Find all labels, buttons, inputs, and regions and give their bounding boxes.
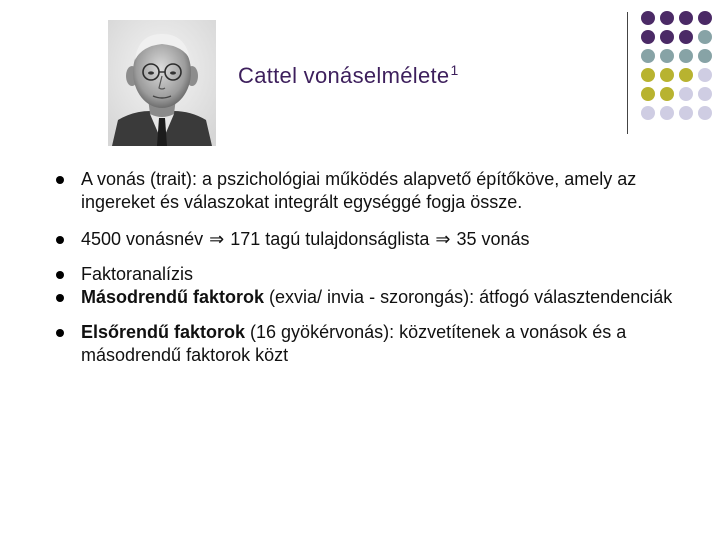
decorative-dot [698, 30, 712, 44]
decorative-dot [641, 11, 655, 25]
implies-arrow-icon: ⇒ [209, 229, 225, 249]
bullet-item [55, 286, 675, 309]
bullet-text: Faktoranalízis [81, 264, 194, 284]
decorative-dot [641, 30, 655, 44]
bullet-text-part: 171 tagú tulajdonságlista [230, 229, 430, 249]
decorative-dot [698, 106, 712, 120]
bullet-list [55, 168, 675, 367]
decorative-dot [660, 68, 674, 82]
vertical-divider [627, 12, 628, 134]
decorative-dot [679, 11, 693, 25]
decorative-dot [641, 106, 655, 120]
decorative-dot [660, 49, 674, 63]
decorative-dot [660, 30, 674, 44]
bullet-bold-term: Másodrendű faktorok [81, 287, 265, 307]
title-text: Cattel vonáselmélete [238, 63, 450, 88]
bullet-text-part: 35 vonás [456, 229, 530, 249]
bullet-item [55, 263, 675, 286]
title-footnote-mark: 1 [450, 62, 459, 78]
bullet-text: (exvia/ invia - szorongás): átfogó választendenciák [264, 287, 673, 307]
decorative-dot [660, 11, 674, 25]
decorative-dot [679, 49, 693, 63]
bullet-item [55, 228, 675, 251]
decorative-dot [698, 87, 712, 101]
bullet-item [55, 321, 675, 367]
decorative-dot [660, 106, 674, 120]
slide-title [238, 62, 459, 89]
portrait-photo [108, 20, 216, 146]
decorative-dot [679, 30, 693, 44]
implies-arrow-icon: ⇒ [435, 229, 451, 249]
decorative-dot [641, 87, 655, 101]
decorative-dot [660, 87, 674, 101]
decorative-dot [679, 87, 693, 101]
bullet-text: (16 gyökérvonás): közvetítenek a vonások és a másodrendű faktorok közt [81, 322, 627, 365]
decorative-dot [679, 106, 693, 120]
decorative-dot [698, 11, 712, 25]
bullet-item [55, 168, 675, 214]
decorative-dot [641, 68, 655, 82]
bullet-text: A vonás (trait): a pszichológiai működés alapvető építőköve, amely az ingereket és válaszokat integrált egységgé fogja össze. [81, 169, 637, 212]
bullet-bold-term: Elsőrendű faktorok [81, 322, 246, 342]
bullet-text-part: 4500 vonásnév [81, 229, 204, 249]
decorative-dot [679, 68, 693, 82]
decorative-dot [641, 49, 655, 63]
decorative-dot [698, 68, 712, 82]
decorative-dot [698, 49, 712, 63]
